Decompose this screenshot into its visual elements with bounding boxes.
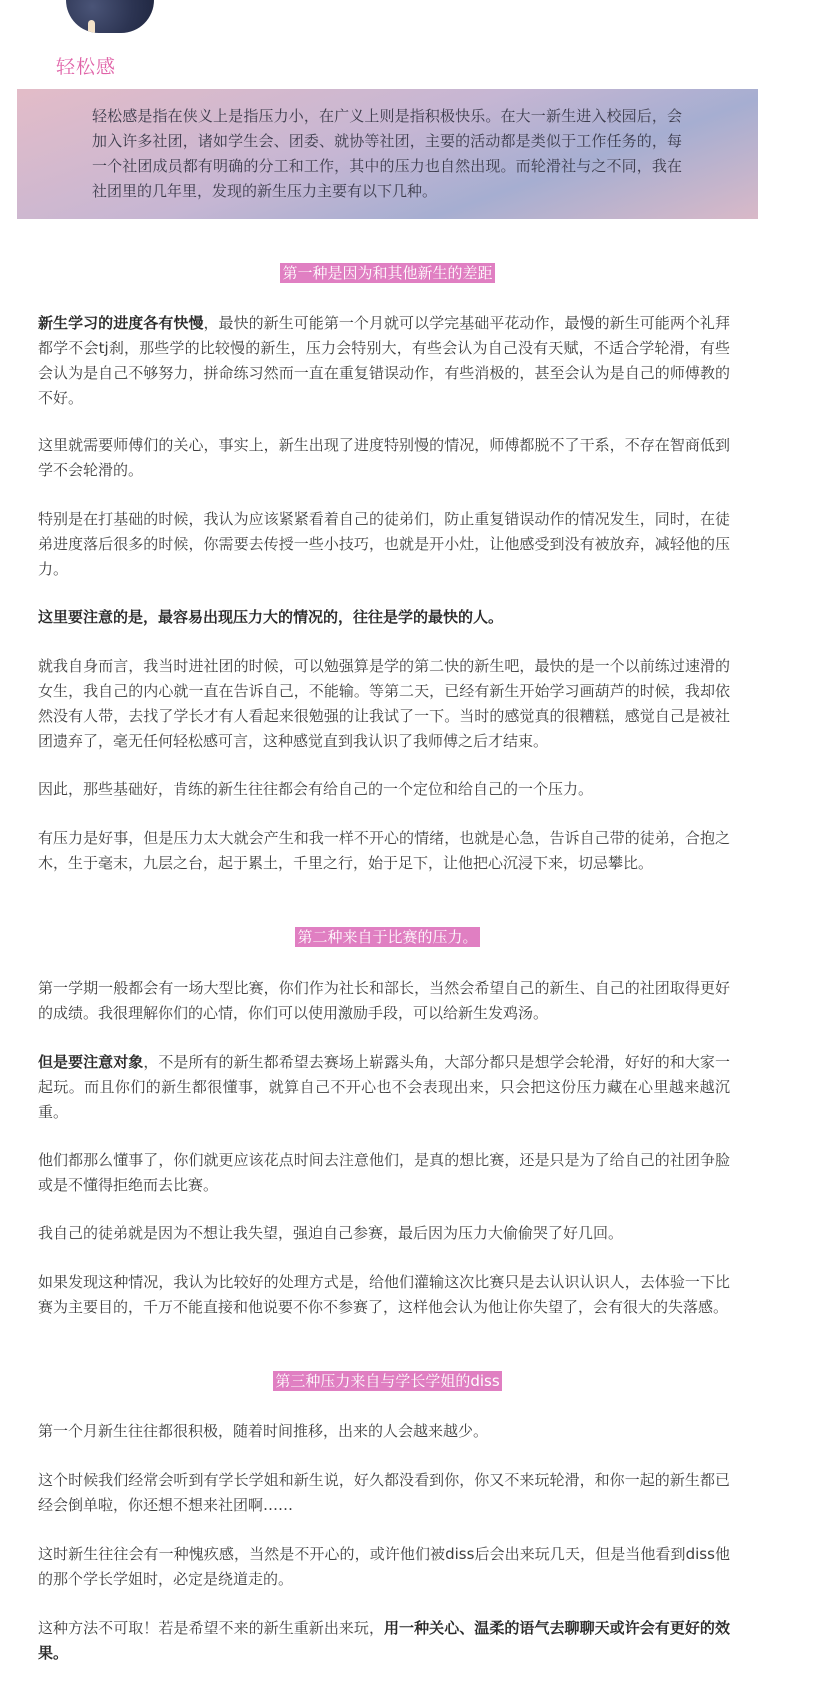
paragraph: 就我自身而言，我当时进社团的时候，可以勉强算是学的第二快的新生吧，最快的是一个以前练过速滑的女生，我自己的内心就一直在告诉自己，不能输。等第二天，已经有新生开始学习画葫芦的时候，我却依然没有人带，去找了学长才有人看起来很勉强的让我试了一下。当时的感觉真的很糟糕，感觉自己是被社团遗弃了，毫无任何轻松感可言，这种感觉直到我认识了我师傅之后才结束。 (38, 657, 730, 750)
section-heading-2: 第二种来自于比赛的压力。 (297, 928, 478, 946)
paragraph: 如果发现这种情况，我认为比较好的处理方式是，给他们灌输这次比赛只是去认识认识人，去体验一下比赛为主要目的，千万不能直接和他说要不你不参赛了，这样他会认为他让你失望了，会有很大的失落感。 (38, 1273, 730, 1316)
paragraph: 第一个月新生往往都很积极，随着时间推移，出来的人会越来越少。 (38, 1422, 489, 1440)
paragraph: 这时新生往往会有一种愧疚感，当然是不开心的，或许他们被diss后会出来玩几天，但是当他看到diss他的那个学长学姐时，必定是绕道走的。 (38, 1545, 730, 1588)
paragraph: 新生学习的进度各有快慢，最快的新生可能第一个月就可以学完基础平花动作，最慢的新生可能两个礼拜都学不会tj刹，那些学的比较慢的新生，压力会特别大，有些会认为自己没有天赋，不适合学轮滑，有些会认为是自己不够努力，拼命练习然而一直在重复错误动作，有些消极的，甚至会认为是自己的师傅教的不好。 (38, 314, 730, 407)
avatar (66, 0, 154, 33)
paragraph: 他们都那么懂事了，你们就更应该花点时间去注意他们，是真的想比赛，还是只是为了给自己的社团争脸或是不懂得拒绝而去比赛。 (38, 1151, 730, 1194)
paragraph: 特别是在打基础的时候，我认为应该紧紧看着自己的徒弟们，防止重复错误动作的情况发生，同时，在徒弟进度落后很多的时候，你需要去传授一些小技巧，也就是开小灶，让他感受到没有被放弃，减轻他的压力。 (38, 510, 730, 578)
paragraph: 这里要注意的是，最容易出现压力大的情况的，往往是学的最快的人。 (38, 608, 504, 626)
intro-text: 轻松感是指在侠义上是指压力小，在广义上则是指积极快乐。在大一新生进入校园后，会加入许多社团，诸如学生会、团委、就协等社团，主要的活动都是类似于工作任务的，每一个社团成员都有明确的分工和工作，其中的压力也自然出现。而轮滑社与之不同，我在社团里的几年里，发现的新生压力主要有以下几种。 (92, 107, 682, 200)
paragraph: 但是要注意对象，不是所有的新生都希望去赛场上崭露头角，大部分都只是想学会轮滑，好好的和大家一起玩。而且你们的新生都很懂事，就算自己不开心也不会表现出来，只会把这份压力藏在心里越来越沉重。 (38, 1053, 730, 1121)
brand-title: 轻松感 (56, 56, 117, 78)
paragraph: 第一学期一般都会有一场大型比赛，你们作为社长和部长，当然会希望自己的新生、自己的社团取得更好的成绩。我很理解你们的心情，你们可以使用激励手段，可以给新生发鸡汤。 (38, 979, 730, 1022)
section-heading-3: 第三种压力来自与学长学姐的diss (275, 1372, 500, 1390)
paragraph: 有压力是好事，但是压力太大就会产生和我一样不开心的情绪，也就是心急，告诉自己带的徒弟，合抱之木，生于毫末，九层之台，起于累土，千里之行，始于足下，让他把心沉浸下来，切忌攀比。 (38, 829, 730, 872)
moon-icon (88, 20, 95, 33)
paragraph: 我自己的徒弟就是因为不想让我失望，强迫自己参赛，最后因为压力大偷偷哭了好几回。 (38, 1224, 624, 1242)
paragraph: 这个时候我们经常会听到有学长学姐和新生说，好久都没看到你，你又不来玩轮滑，和你一起的新生都已经会倒单啦，你还想不想来社团啊…… (38, 1471, 730, 1514)
paragraph: 这种方法不可取！若是希望不来的新生重新出来玩，用一种关心、温柔的语气去聊聊天或许会有更好的效果。 (38, 1619, 730, 1662)
section-heading-1: 第一种是因为和其他新生的差距 (282, 264, 493, 282)
paragraph: 这里就需要师傅们的关心，事实上，新生出现了进度特别慢的情况，师傅都脱不了干系，不存在智商低到学不会轮滑的。 (38, 436, 730, 479)
paragraph: 因此，那些基础好，肯练的新生往往都会有给自己的一个定位和给自己的一个压力。 (38, 780, 594, 798)
